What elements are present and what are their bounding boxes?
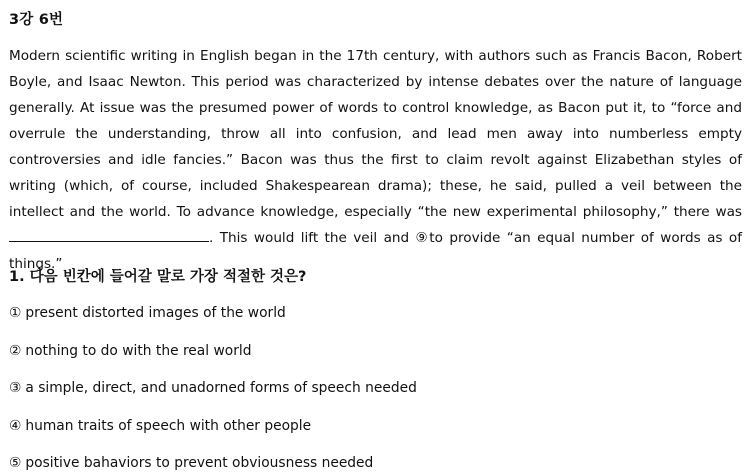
answer-option[interactable] xyxy=(9,375,417,413)
option-text: present distorted images of the world xyxy=(25,305,286,321)
option-number: ④ xyxy=(9,417,22,434)
option-text: a simple, direct, and unadorned forms of speech needed xyxy=(25,380,417,396)
reading-passage xyxy=(9,43,742,277)
option-text: positive bahaviors to prevent obviousness needed xyxy=(25,455,374,471)
option-number: ② xyxy=(9,342,22,359)
answer-options xyxy=(9,300,417,473)
answer-blank xyxy=(9,229,209,242)
option-number: ① xyxy=(9,305,22,321)
answer-option[interactable] xyxy=(9,338,417,376)
option-text: nothing to do with the real world xyxy=(25,342,252,359)
option-number: ③ xyxy=(9,380,22,396)
answer-option[interactable] xyxy=(9,450,417,473)
lesson-heading: 3강 6번 xyxy=(9,12,64,28)
question-prompt: 1. 다음 빈칸에 들어갈 말로 가장 적절한 것은? xyxy=(9,269,307,285)
answer-option[interactable] xyxy=(9,300,417,338)
option-number: ⑤ xyxy=(9,455,22,471)
answer-option[interactable] xyxy=(9,413,417,451)
passage-text-after-blank: . This would lift the veil and ⑨to provide “an equal number of words as of things.” xyxy=(9,230,742,272)
option-text: human traits of speech with other people xyxy=(25,417,312,434)
passage-text-before-blank: Modern scientific writing in English began in the 17th century, with authors such as Francis Bacon, Robert Boyle, and Isaac Newton. This period was characterized by intense debates over the nature of language generally. At issue was the presumed power of words to control knowledge, as Bacon put it, to “force and overrule the understanding, throw all into confusion, and lead men away into numberless empty controversies and idle fancies.” Bacon was thus the first to claim revolt against Elizabethan styles of writing (which, of course, included Shakespearean drama); these, he said, pulled a veil between the intellect and the world. To advance knowledge, especially “the new experimental philosophy,” there was xyxy=(9,48,742,220)
